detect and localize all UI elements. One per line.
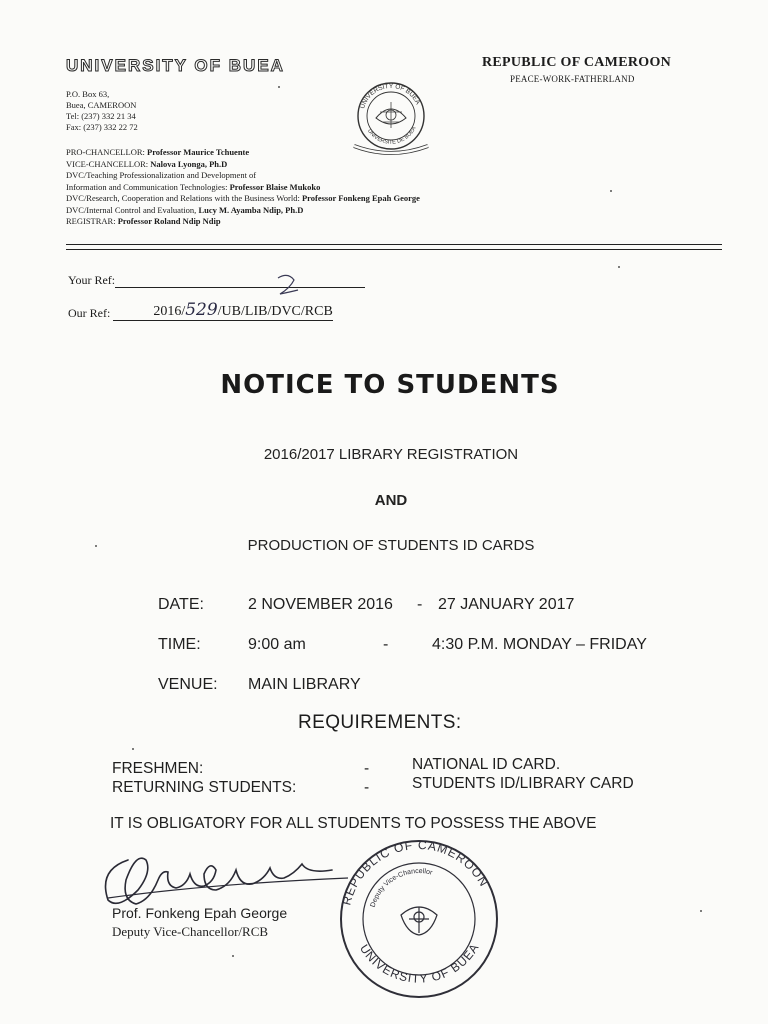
official-line: PRO-CHANCELLOR: Professor Maurice Tchuente xyxy=(66,147,250,157)
stamp-text-bottom: UNIVERSITY OF BUEA xyxy=(356,940,482,986)
requirement-what: STUDENTS ID/LIBRARY CARD xyxy=(412,775,634,792)
paper-speck xyxy=(700,910,702,912)
stamp-text-top: REPUBLIC OF CAMEROON xyxy=(339,837,492,907)
requirement-separator: - xyxy=(364,760,370,777)
our-ref-value: 2016/529/UB/LIB/DVC/RCB xyxy=(113,300,332,321)
university-address xyxy=(66,89,138,133)
paper-speck xyxy=(278,86,280,88)
date-label: DATE: xyxy=(158,596,204,613)
paper-speck xyxy=(95,545,97,547)
handwritten-ref-number: 529 xyxy=(185,300,218,320)
our-ref-row xyxy=(68,300,333,321)
venue-value: MAIN LIBRARY xyxy=(248,676,361,693)
seal-text-top: UNIVERSITY OF BUEA xyxy=(359,82,422,110)
date-start: 2 NOVEMBER 2016 xyxy=(248,596,393,613)
handwritten-mark-icon xyxy=(272,270,312,300)
your-ref-row xyxy=(68,272,365,288)
svg-text:UNIVERSITY OF BUEA xyxy=(357,941,482,986)
notice-subtitle-line1: 2016/2017 LIBRARY REGISTRATION xyxy=(263,446,519,463)
republic-motto: PEACE-WORK-FATHERLAND xyxy=(510,74,635,84)
requirement-who: RETURNING STUDENTS: xyxy=(112,779,297,796)
time-start: 9:00 am xyxy=(248,636,306,653)
university-officials xyxy=(66,147,420,228)
svg-text:UNIVERSITY OF BUEA xyxy=(359,83,421,110)
your-ref-label: Your Ref: xyxy=(68,273,116,287)
paper-speck xyxy=(610,190,612,192)
official-line: Information and Communication Technologies: Professor Blaise Mukoko xyxy=(66,181,321,192)
address-line: Buea, CAMEROON xyxy=(66,100,137,110)
paper-speck xyxy=(132,748,134,750)
signatory-name: Prof. Fonkeng Epah George xyxy=(112,905,288,921)
address-line: P.O. Box 63, xyxy=(66,89,110,99)
university-name: UNIVERSITY OF BUEA xyxy=(66,56,285,75)
your-ref-line xyxy=(115,272,365,288)
time-separator: - xyxy=(383,636,389,653)
seal-text-bottom: UNIVERSITE DE BUEA xyxy=(366,125,418,146)
republic-name: REPUBLIC OF CAMEROON xyxy=(482,55,672,70)
paper-speck xyxy=(232,955,234,957)
notice-subtitle-line2: AND xyxy=(374,492,408,509)
paper-speck xyxy=(618,266,620,268)
official-line: VICE-CHANCELLOR: Nalova Lyonga, Ph.D xyxy=(66,158,228,169)
date-end: 27 JANUARY 2017 xyxy=(438,596,575,613)
venue-label: VENUE: xyxy=(158,676,218,693)
header-divider xyxy=(66,249,722,250)
official-line: DVC/Internal Control and Evaluation, Lucy M. Ayamba Ndip, Ph.D xyxy=(66,204,304,215)
requirement-who: FRESHMEN: xyxy=(112,760,204,777)
address-line: Fax: (237) 332 22 72 xyxy=(66,122,138,132)
requirement-what: NATIONAL ID CARD. xyxy=(412,756,561,773)
header-divider xyxy=(66,244,722,245)
address-line: Tel: (237) 332 21 34 xyxy=(66,111,136,121)
time-end: 4:30 P.M. MONDAY – FRIDAY xyxy=(432,636,647,653)
stamp-text-inner: Deputy Vice-Chancellor xyxy=(369,867,434,909)
official-stamp-icon xyxy=(335,835,503,1000)
our-ref-label: Our Ref: xyxy=(68,306,111,320)
requirement-separator: - xyxy=(364,779,370,796)
signatory-title: Deputy Vice-Chancellor/RCB xyxy=(112,924,269,939)
time-label: TIME: xyxy=(158,636,201,653)
official-line: DVC/Research, Cooperation and Relations with the Business World: Professor Fonkeng Epah George xyxy=(66,193,420,203)
notice-subtitle-line3: PRODUCTION OF STUDENTS ID CARDS xyxy=(247,537,535,554)
svg-text:Deputy Vice-Chancellor xyxy=(370,868,434,908)
official-line: DVC/Teaching Professionalization and Development of xyxy=(66,170,257,180)
obligatory-statement: IT IS OBLIGATORY FOR ALL STUDENTS TO POSSESS THE ABOVE xyxy=(110,815,597,832)
university-seal-icon xyxy=(346,78,436,158)
date-separator: - xyxy=(417,596,423,613)
official-line: REGISTRAR: Professor Roland Ndip Ndip xyxy=(66,216,221,226)
requirements-heading: REQUIREMENTS: xyxy=(298,712,462,733)
notice-title: NOTICE TO STUDENTS xyxy=(220,370,560,400)
